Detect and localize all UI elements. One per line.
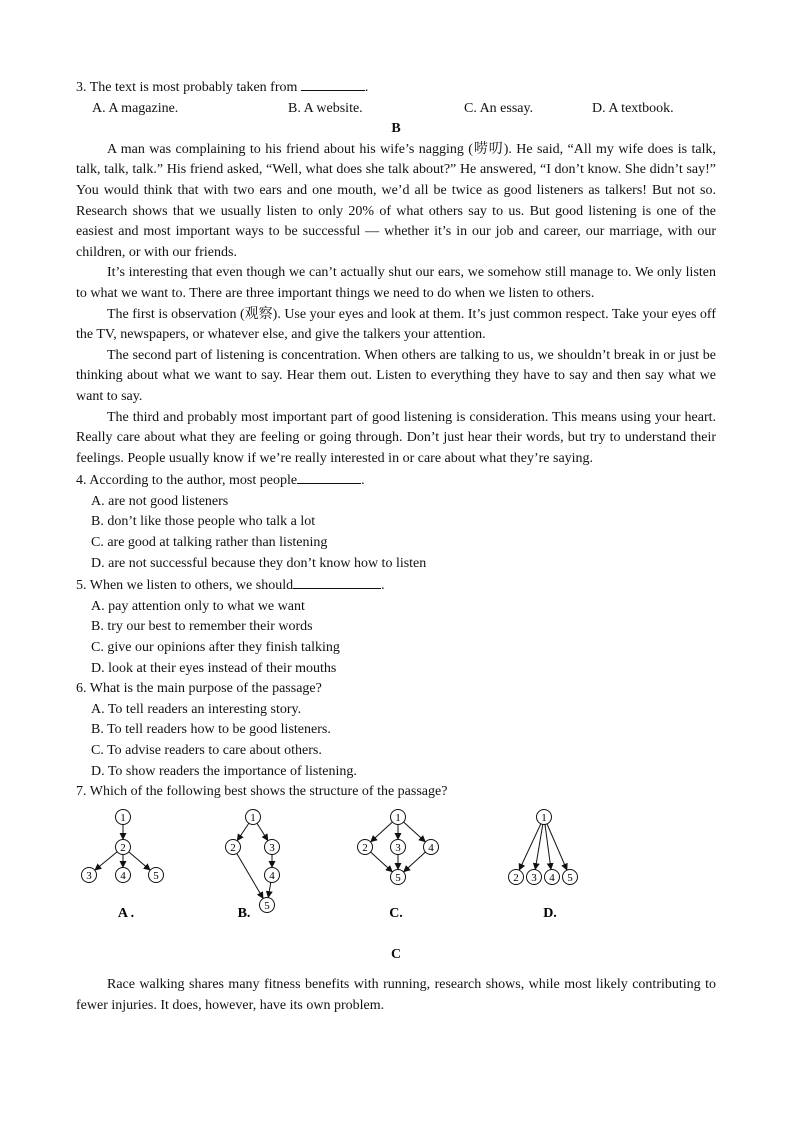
- diagram-arrow: [404, 852, 426, 872]
- diagram-node-label: 5: [264, 899, 270, 912]
- q3-option-b: B. A website.: [288, 100, 363, 116]
- diagram-arrow: [129, 852, 150, 870]
- diagram-node-label: 1: [120, 811, 126, 824]
- diagram-node: [391, 839, 406, 854]
- diagram-option-label: A .: [117, 905, 135, 921]
- section-b-heading: B: [391, 121, 401, 137]
- diagram-node: [424, 839, 439, 854]
- q6-option-b: B. To tell readers how to be good listeners.: [91, 722, 331, 738]
- diagram-node: [246, 809, 261, 824]
- q6-stem: 6. What is the main purpose of the passage?: [76, 681, 322, 697]
- diagram-arrow: [371, 822, 393, 842]
- section-b-paragraph: It’s interesting that even though we can’t actually shut our ears, we somehow still manage to. We only listen to what we want to. There are three important things we need to do when we listen to others.: [76, 265, 716, 301]
- q4-option-a: A. are not good listeners: [91, 493, 229, 509]
- q3-option-c: C. An essay.: [464, 100, 534, 116]
- diagram-node: [391, 809, 406, 824]
- q6-option-c: C. To advise readers to care about others.: [91, 743, 322, 758]
- diagram-node: [116, 839, 131, 854]
- q5-blank: [293, 574, 381, 589]
- diagram-node-label: 2: [362, 841, 368, 854]
- diagram-node-label: 2: [120, 841, 126, 854]
- section-b-paragraph: The second part of listening is concentration. When others are talking to us, we shouldn’t break in or just be thinking about what we want to say. Hear them out. Listen to everything they have to say and then say what we want to say.: [76, 347, 716, 404]
- q5-option-a: A. pay attention only to what we want: [91, 598, 305, 614]
- diagram-node-label: 3: [86, 869, 92, 882]
- q5-option-d: D. look at their eyes instead of their mouths: [91, 660, 337, 676]
- diagram-option-label: D.: [543, 905, 557, 921]
- diagram-node-label: 4: [120, 869, 126, 882]
- structure-diagrams-svg: [76, 805, 596, 945]
- diagram-arrow: [371, 852, 393, 872]
- diagram-arrow: [404, 822, 426, 842]
- diagram-option-label: C.: [389, 905, 403, 921]
- diagram-node-label: 4: [428, 841, 434, 854]
- q3-option-d: D. A textbook.: [592, 100, 674, 116]
- diagram-node-label: 5: [153, 869, 159, 882]
- diagram-arrow: [519, 824, 540, 870]
- diagram-arrow: [535, 824, 542, 869]
- q3-stem: [76, 76, 716, 99]
- diagram-arrow: [95, 852, 117, 870]
- diagram-node: [82, 867, 97, 882]
- diagram-node-label: 2: [230, 841, 236, 854]
- diagram-node: [527, 869, 542, 884]
- diagram-node: [509, 869, 524, 884]
- q4-stem: [76, 469, 716, 492]
- q5-stem-end: .: [381, 578, 385, 594]
- diagram-arrow: [257, 823, 268, 840]
- q7-stem: 7. Which of the following best shows the structure of the passage?: [76, 784, 448, 800]
- diagram-node-label: 1: [395, 811, 401, 824]
- diagram-node-label: 4: [269, 869, 275, 882]
- exam-page: [76, 76, 716, 1017]
- diagram-node: [358, 839, 373, 854]
- diagram-option-label: B.: [237, 905, 251, 921]
- q4-blank: [297, 469, 361, 484]
- q3-options: [92, 99, 716, 120]
- diagram-node: [260, 897, 275, 912]
- section-c-paragraph: Race walking shares many fitness benefits with running, research shows, while most likely contributing to fewer injuries. It does, however, have its own problem.: [76, 977, 716, 1013]
- diagram-node-label: 4: [549, 871, 555, 884]
- q3-stem-text: 3. The text is most probably taken from: [76, 80, 298, 95]
- diagram-node: [265, 839, 280, 854]
- diagram-node: [537, 809, 552, 824]
- diagram-node-label: 5: [567, 871, 573, 884]
- q5-option-c: C. give our opinions after they finish talking: [91, 640, 340, 656]
- q6-option-a: A. To tell readers an interesting story.: [91, 701, 302, 717]
- diagram-arrow: [237, 853, 263, 898]
- q4-option-d: D. are not successful because they don’t know how to listen: [91, 555, 427, 571]
- q4-stem-end: .: [361, 473, 365, 489]
- diagram-node-label: 3: [395, 841, 401, 854]
- diagram-node-label: 1: [250, 811, 256, 824]
- diagram-node: [226, 839, 241, 854]
- diagram-node: [391, 869, 406, 884]
- section-c-heading: C: [390, 946, 402, 962]
- section-b-paragraph: The third and probably most important part of good listening is consideration. This means using your heart. Really care about what they are feeling or going through. Don’t just hear their words, but try to understand their feelings. People usually know if we’re really interested in or care about what they’re saying.: [76, 409, 716, 466]
- diagram-node-label: 1: [541, 811, 547, 824]
- q4-option-b: B. don’t like those people who talk a lot: [91, 514, 316, 530]
- q5-stem: [76, 574, 716, 597]
- q3-option-a: A. A magazine.: [92, 100, 179, 116]
- q6-option-d: D. To show readers the importance of listening.: [91, 763, 357, 779]
- q5-option-b: B. try our best to remember their words: [91, 619, 313, 635]
- q3-blank: [301, 76, 365, 91]
- section-b-paragraph: A man was complaining to his friend about his wife’s nagging (唠叨). He said, “All my wife does is talk, talk, talk, talk.” His friend asked, “Well, what does she talk about?” He answered, “I don’t know. She didn’t say!” You would think that with two ears and one mouth, we’d all be twice as good listeners as talkers! But not so. Research shows that we usually listen to only 20% of what others say to us. But good listening is one of the easiest and most important ways to be successful — whether it’s in our job and career, our marriage, with our children, or with our friends.: [76, 141, 716, 260]
- diagram-node: [116, 809, 131, 824]
- section-b-paragraph: The first is observation (观察). Use your eyes and look at them. It’s just common respect. Take your eyes off the TV, newspapers, or whatever else, and give the talkers your attention.: [76, 306, 716, 343]
- q4-option-c: C. are good at talking rather than listening: [91, 535, 328, 551]
- diagram-node-label: 5: [395, 871, 401, 884]
- structure-diagrams: [76, 805, 716, 945]
- q4-stem-text: 4. According to the author, most people: [76, 473, 298, 489]
- diagram-node: [545, 869, 560, 884]
- diagram-node: [149, 867, 164, 882]
- diagram-node: [116, 867, 131, 882]
- q3-stem-end: .: [364, 80, 369, 95]
- diagram-node-label: 2: [513, 871, 519, 884]
- q5-stem-text: 5. When we listen to others, we should: [76, 578, 294, 594]
- diagram-arrow: [268, 882, 270, 897]
- diagram-node-label: 3: [269, 841, 275, 854]
- diagram-arrow: [237, 823, 248, 840]
- diagram-node: [563, 869, 578, 884]
- diagram-node-label: 3: [531, 871, 537, 884]
- diagram-node: [265, 867, 280, 882]
